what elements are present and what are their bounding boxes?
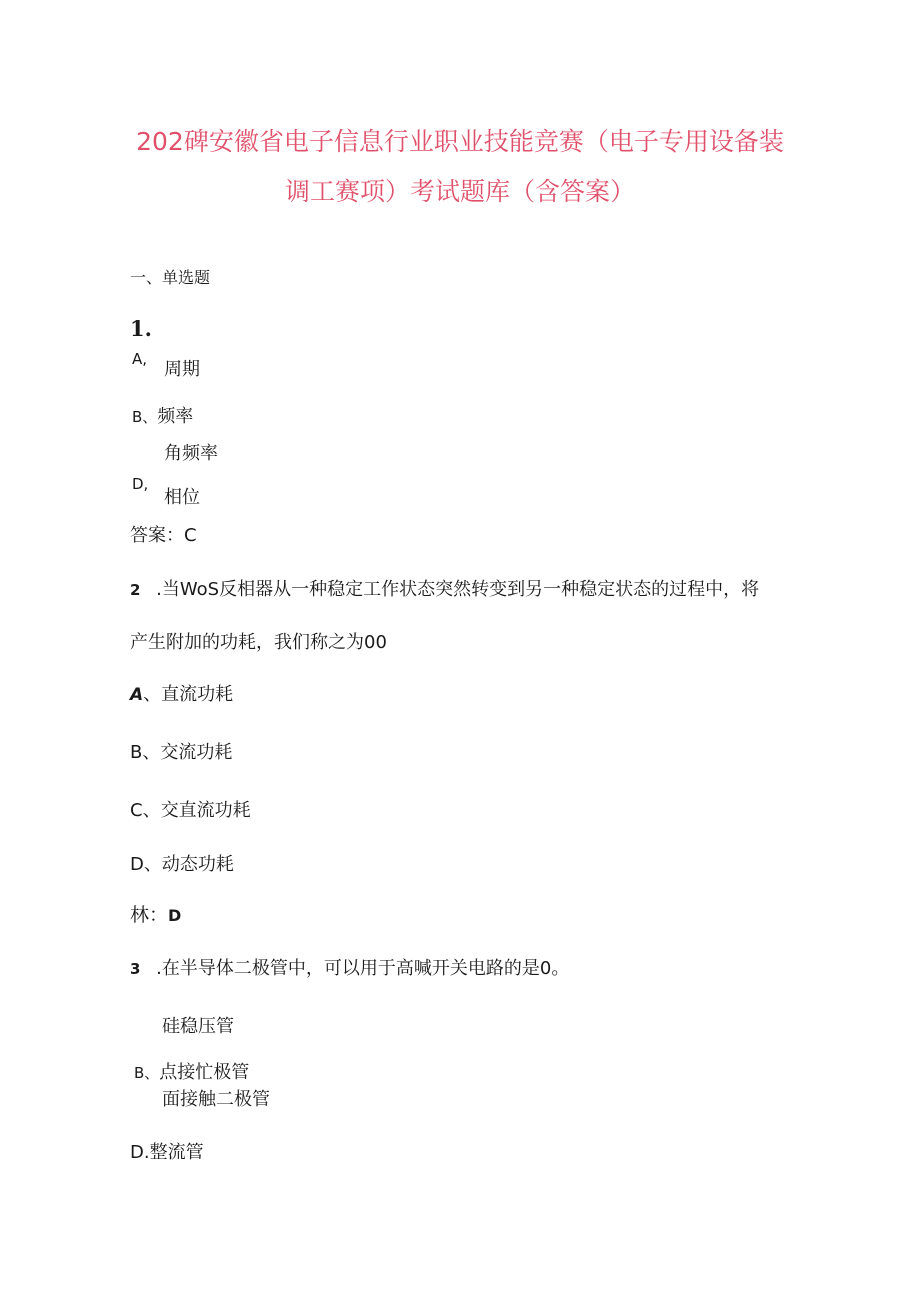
question-1-option-c-text: 角频率 [164, 443, 218, 464]
option-letter: A, [132, 350, 148, 368]
question-1-answer: 答案：C [130, 525, 197, 546]
document-title-line2: 调工赛项）考试题库（含答案） [284, 177, 635, 206]
question-1-number: 1. [130, 316, 152, 341]
section-heading: 一、单选题 [130, 268, 211, 287]
option-text: 频率 [157, 406, 194, 427]
question-2-option-b: B、交流功耗 [130, 742, 233, 763]
answer-value: D [168, 906, 182, 925]
question-3-option-b [134, 1064, 249, 1082]
question-2-answer [130, 906, 181, 925]
question-1-option-d-text: 相位 [164, 487, 200, 508]
option-letter: B、 [134, 1064, 160, 1082]
question-1-option-b [132, 408, 193, 426]
question-1-option-a [132, 350, 148, 376]
question-3-stem [130, 960, 569, 978]
question-2-text: .当WoS反相器从一种稳定工作状态突然转变到另一种稳定状态的过程中，将 [156, 579, 760, 600]
question-1-option-d [132, 475, 149, 501]
option-text: 点接忙极管 [159, 1062, 250, 1083]
question-2-stem-line1 [130, 581, 759, 599]
question-2-number: 2 [130, 581, 141, 599]
question-3-text: .在半导体二极管中，可以用于高喊开关电路的是0。 [156, 958, 570, 979]
option-text: 、直流功耗 [143, 684, 234, 705]
option-letter: B、 [132, 408, 158, 426]
option-letter: A [130, 685, 144, 705]
option-letter: D, [132, 475, 149, 493]
question-3-option-a-text: 硅稳压管 [162, 1016, 234, 1037]
question-2-option-a [130, 686, 233, 704]
question-2-option-c: C、交直流功耗 [130, 800, 251, 821]
question-2-stem-line2: 产生附加的功耗，我们称之为00 [130, 632, 387, 653]
question-3-option-d: D.整流管 [130, 1142, 204, 1163]
question-3-number: 3 [130, 960, 141, 978]
answer-label: 林： [130, 904, 169, 926]
question-2-option-d: D、动态功耗 [130, 854, 234, 875]
question-3-option-c-text: 面接触二极管 [162, 1089, 270, 1110]
question-1-option-a-text: 周期 [164, 359, 200, 380]
document-title-line1: 202碑安徽省电子信息行业职业技能竞赛（电子专用设备装 [136, 127, 784, 156]
